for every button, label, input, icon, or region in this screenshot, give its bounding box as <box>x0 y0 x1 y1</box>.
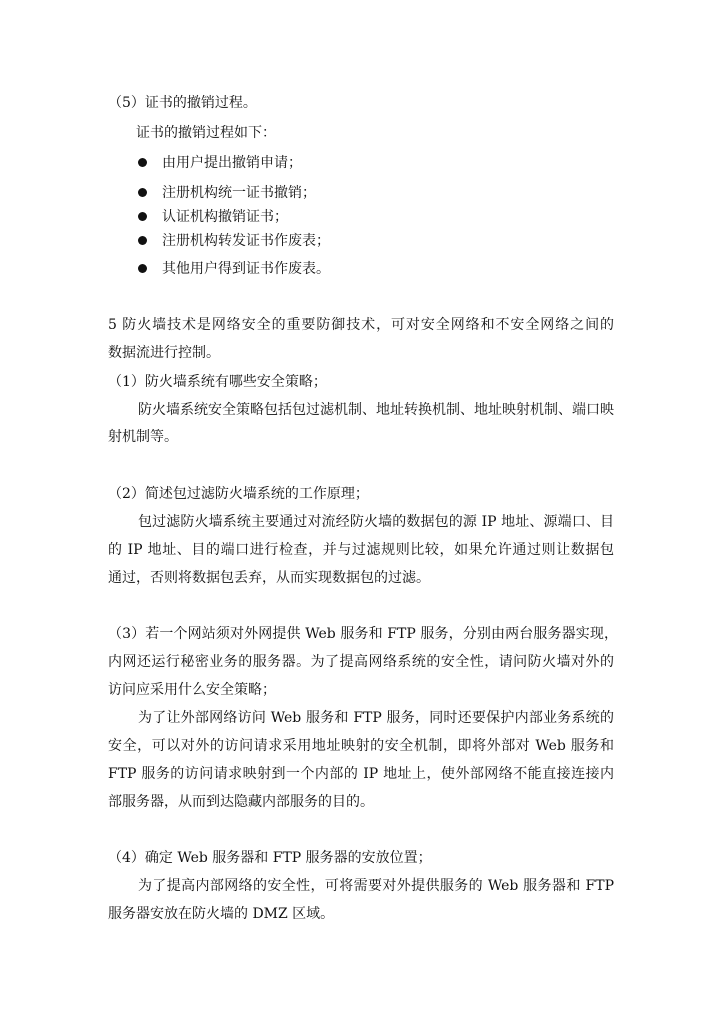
answer-3-line-4: 部服务器，从而到达隐藏内部服务的目的。 <box>108 794 374 810</box>
bullet-icon <box>138 188 147 197</box>
list-item-text: 注册机构转发证书作废表； <box>162 233 330 249</box>
answer-4-line-1: 为了提高内部网络的安全性，可将需要对外提供服务的 Web 服务器和 FTP <box>138 878 614 894</box>
list-item <box>0 207 724 227</box>
bullet-icon <box>138 158 147 167</box>
subquestion-1-heading: （1）防火墙系统有哪些安全策略； <box>108 374 327 390</box>
answer-2-line-1: 包过滤防火墙系统主要通过对流经防火墙的数据包的源 IP 地址、源端口、目 <box>138 514 614 530</box>
subquestion-2-heading: （2）简述包过滤防火墙系统的工作原理； <box>108 486 369 502</box>
answer-2-line-3: 通过，否则将数据包丢弃，从而实现数据包的过滤。 <box>108 570 430 586</box>
subquestion-3-line-3: 访问应采用什么安全策略； <box>108 682 276 698</box>
answer-3-line-3: FTP 服务的访问请求映射到一个内部的 IP 地址上，使外部网络不能直接连接内 <box>108 766 614 782</box>
question-5-line-2: 数据流进行控制。 <box>108 345 220 361</box>
list-item-text: 由用户提出撤销申请； <box>162 155 302 171</box>
answer-4-line-2: 服务器安放在防火墙的 DMZ 区域。 <box>108 906 335 922</box>
list-item-text: 认证机构撤销证书； <box>162 209 288 225</box>
subquestion-3-line-2: 内网还运行秘密业务的服务器。为了提高网络系统的安全性，请问防火墙对外的 <box>108 654 614 670</box>
list-item-text: 注册机构统一证书撤销； <box>162 185 316 201</box>
list-item-text: 其他用户得到证书作废表。 <box>162 261 330 277</box>
bullet-icon <box>138 236 147 245</box>
answer-1-line-1: 防火墙系统安全策略包括包过滤机制、地址转换机制、地址映射机制、端口映 <box>138 402 614 418</box>
answer-3-line-2: 安全，可以对外的访问请求采用地址映射的安全机制，即将外部对 Web 服务和 <box>108 738 614 754</box>
answer-1-line-2: 射机制等。 <box>108 429 178 445</box>
bullet-icon <box>138 212 147 221</box>
question-5-line-1: 5 防火墙技术是网络安全的重要防御技术，可对安全网络和不安全网络之间的 <box>108 317 614 333</box>
subquestion-4-heading: （4）确定 Web 服务器和 FTP 服务器的安放位置； <box>108 850 432 866</box>
list-item <box>0 183 724 203</box>
bullet-icon <box>138 264 147 273</box>
section-5-heading: （5）证书的撤销过程。 <box>108 95 257 111</box>
answer-2-line-2: 的 IP 地址、目的端口进行检查，并与过滤规则比较，如果允许通过则让数据包 <box>108 542 614 558</box>
list-item <box>0 231 724 251</box>
section-5-intro: 证书的撤销过程如下： <box>136 125 276 141</box>
list-item <box>0 153 724 173</box>
list-item <box>0 259 724 279</box>
subquestion-3-line-1: （3）若一个网站须对外网提供 Web 服务和 FTP 服务，分别由两台服务器实现， <box>108 626 618 642</box>
answer-3-line-1: 为了让外部网络访问 Web 服务和 FTP 服务，同时还要保护内部业务系统的 <box>138 710 614 726</box>
